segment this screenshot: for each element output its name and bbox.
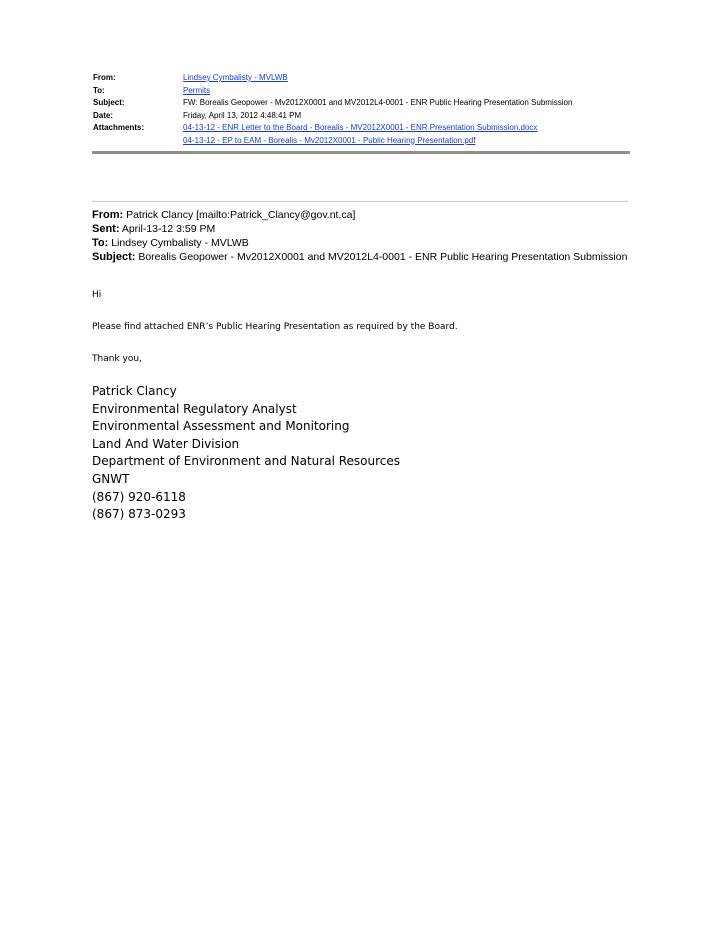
to-label: To: [93, 85, 105, 95]
signature-organization: GNWT [92, 471, 130, 486]
signature-name: Patrick Clancy [92, 384, 177, 398]
attachment-link-pdf[interactable]: 04-13-12 - EP to EAM - Borealis - Mv2012X0001 - Public Hearing Presentation.pdf [183, 135, 476, 145]
header-row-attachments [93, 122, 633, 135]
header-row-subject [93, 97, 633, 110]
signature-phone-2: (867) 873-0293 [92, 507, 186, 522]
forwarded-subject [92, 250, 632, 264]
forwarded-sent-value: April-13-12 3:59 PM [121, 223, 216, 235]
header-row-date [93, 110, 633, 123]
header-row-to [93, 85, 633, 98]
header-row-attachment-2 [93, 135, 633, 148]
signature-department: Department of Environment and Natural Resources [92, 454, 400, 469]
date-value: Friday, April 13, 2012 4:48:41 PM [183, 110, 302, 120]
attachments-label: Attachments: [93, 123, 145, 132]
forwarded-to [92, 236, 632, 250]
date-label: Date: [93, 110, 114, 120]
to-link[interactable]: Permits [183, 85, 211, 95]
attachment-link-docx[interactable]: 04-13-12 - ENR Letter to the Board - Borealis - MV2012X0001 - ENR Presentation Submission.docx [183, 123, 538, 132]
forwarded-from [92, 208, 632, 222]
forwarded-subject-value: Borealis Geopower - Mv2012X0001 and MV2012L4-0001 - ENR Public Hearing Presentation Submission [138, 251, 628, 263]
from-label: From: [93, 73, 116, 82]
attachment-2-label [93, 135, 183, 148]
header-row-from [93, 72, 633, 85]
forwarded-subject-label: Subject: [92, 251, 136, 263]
forwarded-to-label: To: [92, 237, 109, 249]
signature-title: Environmental Regulatory Analyst [92, 401, 297, 416]
forwarded-from-label: From: [92, 209, 124, 221]
body-paragraph: Please find attached ENR’s Public Hearing Presentation as required by the Board. [92, 322, 458, 332]
subject-label: Subject: [93, 98, 125, 107]
forwarded-header [92, 208, 632, 264]
header-divider [92, 151, 630, 154]
body-closing: Thank you, [92, 354, 142, 364]
signature-phone-1: (867) 920-6118 [92, 489, 186, 504]
email-header [93, 72, 633, 147]
forwarded-from-value: Patrick Clancy [mailto:Patrick_Clancy@gov.nt.ca] [126, 209, 356, 221]
forwarded-to-value: Lindsey Cymbalisty - MVLWB [111, 237, 249, 249]
signature-division: Land And Water Division [92, 436, 240, 451]
subject-value: FW: Borealis Geopower - Mv2012X0001 and MV2012L4-0001 - ENR Public Hearing Presentation Submission [183, 98, 573, 107]
from-link[interactable]: Lindsey Cymbalisty - MVLWB [183, 73, 288, 82]
forwarded-sent [92, 222, 632, 236]
forwarded-sent-label: Sent: [92, 223, 120, 235]
body-greeting: Hi [92, 290, 102, 300]
forward-divider [92, 201, 628, 202]
signature-block [92, 383, 400, 524]
signature-section: Environmental Assessment and Monitoring [92, 419, 350, 434]
